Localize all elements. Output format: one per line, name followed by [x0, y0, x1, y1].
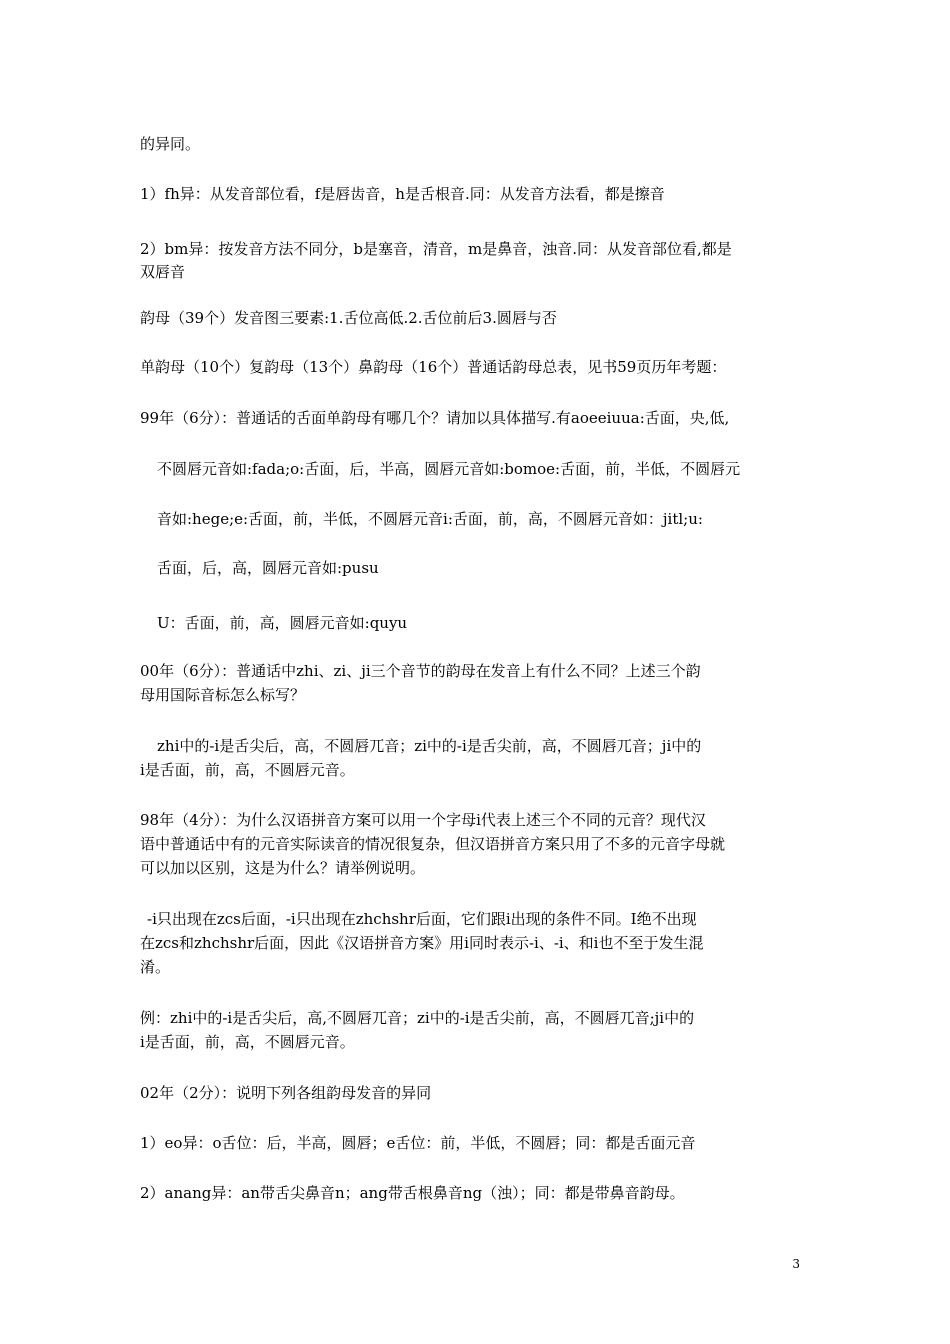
text-line: 韵母（39个）发音图三要素:1.舌位高低.2.舌位前后3.圆唇与否	[140, 309, 557, 327]
text-line: 1）eo异：o舌位：后，半高，圆唇；e舌位：前，半低，不圆唇；同：都是舌面元音	[140, 1134, 696, 1152]
text-line: 00年（6分）：普通话中zhi、zi、ji三个音节的韵母在发音上有什么不同？上述三个韵	[140, 662, 701, 680]
text-line: 99年（6分）：普通话的舌面单韵母有哪几个？请加以具体描写.有aoeeiuua:舌面，央,低,	[140, 409, 730, 427]
text-line: 2）bm异：按发音方法不同分，b是塞音，清音，m是鼻音，浊音.同：从发音部位看,都是	[140, 240, 732, 258]
text-line: 舌面，后，高，圆唇元音如:pusu	[157, 559, 379, 577]
text-line: 02年（2分）：说明下列各组韵母发音的异同	[140, 1084, 432, 1102]
page-number: 3	[792, 1257, 800, 1271]
text-line: 98年（4分）：为什么汉语拼音方案可以用一个字母i代表上述三个不同的元音？现代汉	[140, 811, 706, 829]
text-line: i是舌面，前，高，不圆唇元音。	[140, 761, 355, 779]
text-line: 1）fh异：从发音部位看，f是唇齿音，h是舌根音.同：从发音方法看，都是擦音	[140, 185, 665, 203]
text-line: 的异同。	[140, 135, 201, 153]
text-line: 语中普通话中有的元音实际读音的情况很复杂，但汉语拼音方案只用了不多的元音字母就	[140, 835, 726, 853]
text-line: 音如:hege;e:舌面，前，半低，不圆唇元音i:舌面，前，高，不圆唇元音如：jitl;u:	[157, 510, 703, 528]
text-line: 例：zhi中的-i是舌尖后，高,不圆唇兀音；zi中的-i是舌尖前，高，不圆唇兀音;ji中的	[140, 1009, 695, 1027]
text-line: U：舌面，前，高，圆唇元音如:quyu	[157, 614, 408, 632]
text-line: 2）anang异：an带舌尖鼻音n；ang带舌根鼻音ng（浊）；同：都是带鼻音韵母。	[140, 1184, 685, 1202]
text-line: 不圆唇元音如:fada;o:舌面，后，半高，圆唇元音如:bomoe:舌面，前，半低，不圆唇元	[157, 460, 741, 478]
text-line: 单韵母（10个）复韵母（13个）鼻韵母（16个）普通话韵母总表，见书59页历年考题：	[140, 358, 727, 376]
text-line: -i只出现在zcs后面，-i只出现在zhchshr后面，它们跟i出现的条件不同。I绝不出现	[147, 910, 697, 928]
text-line: 在zcs和zhchshr后面，因此《汉语拼音方案》用i同时表示-i、-i、和i也不至于发生混	[140, 934, 704, 952]
text-line: 淆。	[140, 958, 171, 976]
text-line: 双唇音	[140, 263, 186, 281]
text-line: i是舌面，前，高，不圆唇元音。	[140, 1033, 355, 1051]
text-line: 母用国际音标怎么标写？	[140, 686, 306, 704]
text-line: 可以加以区别，这是为什么？请举例说明。	[140, 859, 426, 877]
text-line: zhi中的-i是舌尖后，高，不圆唇兀音；zi中的-i是舌尖前，高，不圆唇兀音；ji中的	[157, 737, 702, 755]
